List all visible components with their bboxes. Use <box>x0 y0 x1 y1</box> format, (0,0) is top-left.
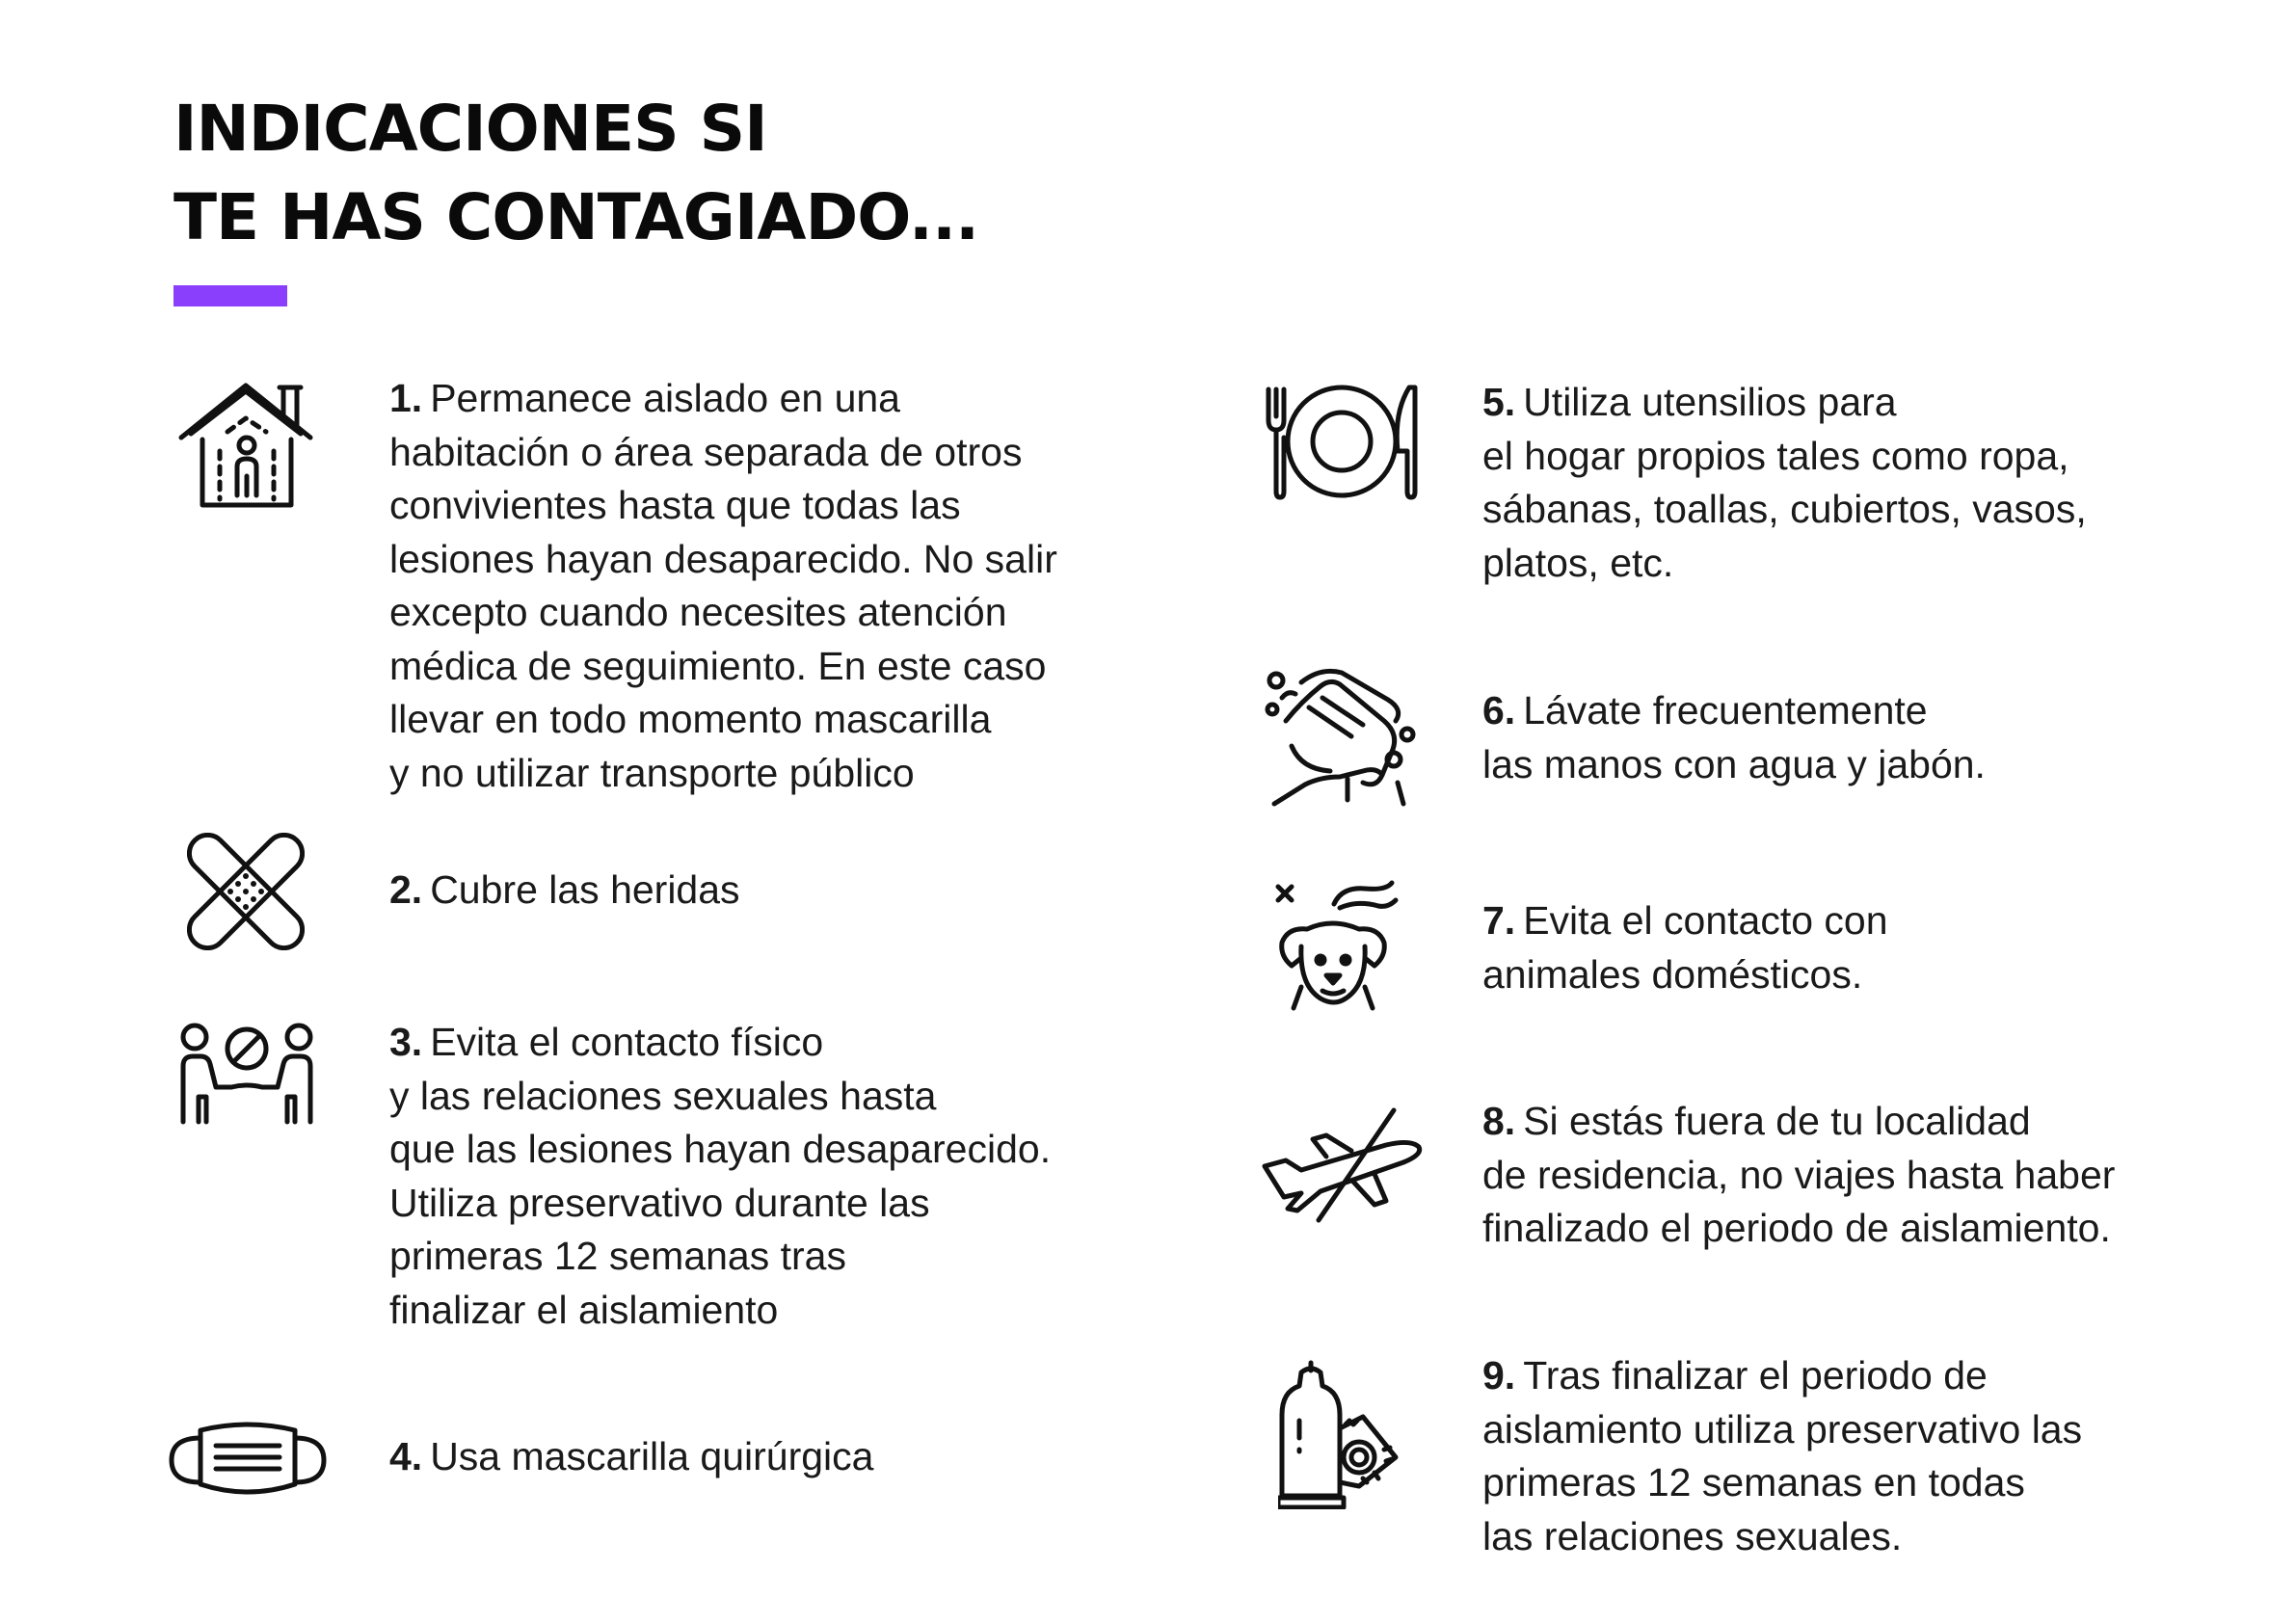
item-2-number: 2. <box>389 867 423 912</box>
item-1-text: 1. Permanece aislado en una habitación o área separada de otros convivientes hasta que todas las lesiones hayan desaparecido. No salir excepto cuando necesites atención médica de seguimiento. En este caso llevar en todo momento mascarilla y no utilizar transporte público <box>389 376 1057 795</box>
title-line-2: TE HAS CONTAGIADO... <box>173 180 979 254</box>
item-7-text: 7. Evita el contacto con animales domésticos. <box>1482 898 1888 997</box>
house-isolation-icon <box>173 378 318 513</box>
condom-icon <box>1278 1357 1401 1509</box>
item-6-number: 6. <box>1482 688 1516 732</box>
page-title <box>173 85 978 262</box>
item-3-number: 3. <box>389 1020 423 1064</box>
item-9-number: 9. <box>1482 1353 1516 1398</box>
no-contact-icon <box>177 1020 316 1128</box>
title-line-1: INDICACIONES SI <box>173 92 767 166</box>
bandage-icon <box>187 833 305 950</box>
item-9-text: 9. Tras finalizar el periodo de aislamiento utiliza preservativo las primeras 12 semanas en todas las relaciones sexuales. <box>1482 1353 2083 1558</box>
item-4-text: 4. Usa mascarilla quirúrgica <box>389 1434 874 1478</box>
item-3-text: 3. Evita el contacto físico y las relaciones sexuales hasta que las lesiones hayan desaparecido. Utiliza preservativo durante las primeras 12 semanas tras finalizar el aislamiento <box>389 1020 1052 1332</box>
item-7-number: 7. <box>1482 898 1516 943</box>
no-pets-icon <box>1272 879 1403 1014</box>
item-2-text: 2. Cubre las heridas <box>389 867 740 912</box>
item-5-text: 5. Utiliza utensilios para el hogar propios tales como ropa, sábanas, toallas, cubiertos, vasos, platos, etc. <box>1482 380 2087 585</box>
no-travel-icon <box>1259 1105 1427 1226</box>
item-4-number: 4. <box>389 1434 423 1478</box>
item-8-text: 8. Si estás fuera de tu localidad de residencia, no viajes hasta haber finalizado el periodo de aislamiento. <box>1482 1099 2116 1250</box>
item-8-number: 8. <box>1482 1099 1516 1143</box>
surgical-mask-icon <box>166 1421 330 1500</box>
item-5-number: 5. <box>1482 380 1516 424</box>
accent-bar <box>173 285 287 306</box>
plate-cutlery-icon <box>1263 384 1421 501</box>
item-1-number: 1. <box>389 376 423 420</box>
item-6-text: 6. Lávate frecuentemente las manos con agua y jabón. <box>1482 688 1986 786</box>
hand-washing-icon <box>1263 663 1419 810</box>
